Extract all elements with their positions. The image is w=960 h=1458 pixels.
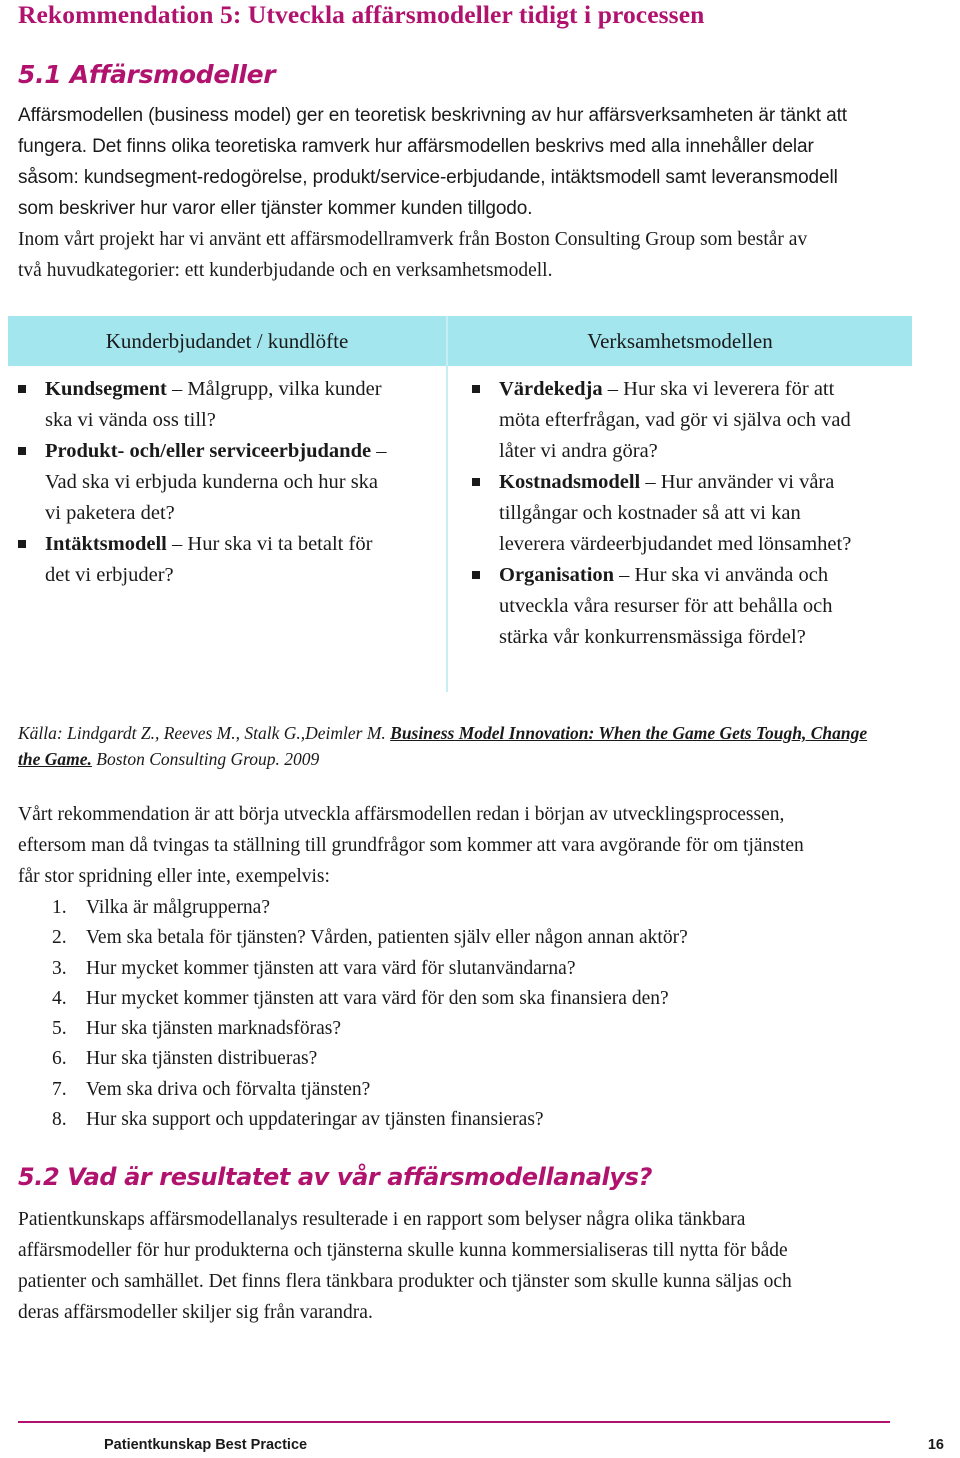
source-citation: Källa: Lindgardt Z., Reeves M., Stalk G.,Deimler M. Business Model Innovation: When the Game Gets Tough, Change the Game. Boston Consulting Group. 2009 bbox=[18, 723, 868, 769]
section-title-5-2: 5.2 Vad är resultatet av vår affärsmodellanalys? bbox=[18, 1163, 653, 1191]
table-column-divider bbox=[446, 316, 448, 692]
list-item: 2. Vem ska betala för tjänsten? Vården, patienten själv eller någon annan aktör? bbox=[52, 927, 688, 949]
list-item: 6. Hur ska tjänsten distribueras? bbox=[52, 1048, 318, 1070]
bullet-item-kundsegment: Kundsegment – Målgrupp, vilka kunder bbox=[45, 378, 382, 400]
table-header-customer-offer bbox=[8, 316, 446, 366]
bullet-square-icon bbox=[472, 385, 480, 393]
list-item: 5. Hur ska tjänsten marknadsföras? bbox=[52, 1018, 342, 1040]
intro-line: Inom vårt projekt har vi använt ett affärsmodellramverk från Boston Consulting Group som består av bbox=[18, 229, 808, 250]
intro-line: två huvudkategorier: ett kunderbjudande och en verksamhetsmodell. bbox=[18, 260, 553, 281]
table-header-label: Verksamhetsmodellen bbox=[587, 328, 773, 353]
bullet-square-icon bbox=[18, 540, 26, 548]
bullet-item-produkt: Produkt- och/eller serviceerbjudande – bbox=[45, 440, 387, 462]
bullet-term: Intäktsmodell bbox=[45, 533, 167, 555]
list-item: 7. Vem ska driva och förvalta tjänsten? bbox=[52, 1078, 371, 1100]
bullet-term: Organisation bbox=[499, 564, 615, 586]
bullet-continuation: stärka vår konkurrensmässiga fördel? bbox=[499, 626, 806, 648]
bullet-term: Kundsegment bbox=[45, 378, 167, 400]
paragraph-line: Vårt rekommendation är att börja utveckla affärsmodellen redan i början av utvecklingsprocessen, bbox=[18, 804, 785, 825]
paragraph-line: patienter och samhället. Det finns flera tänkbara produkter och tjänster som skulle kunna säljas och bbox=[18, 1271, 792, 1292]
table-header-label: Kunderbjudandet / kundlöfte bbox=[105, 328, 349, 353]
list-item: 3. Hur mycket kommer tjänsten att vara värd för slutanvändarna? bbox=[52, 957, 576, 979]
list-item: 4. Hur mycket kommer tjänsten att vara värd för den som ska finansiera den? bbox=[52, 987, 669, 1009]
bullet-continuation: Vad ska vi erbjuda kunderna och hur ska bbox=[45, 471, 379, 493]
bullet-square-icon bbox=[18, 447, 26, 455]
intro-line: som beskriver hur varor eller tjänster kommer kunden tillgodo. bbox=[18, 198, 533, 219]
table-header-operating-model bbox=[448, 316, 912, 366]
page-heading: Rekommendation 5: Utveckla affärsmodeller tidigt i processen bbox=[18, 0, 705, 29]
list-item: 8. Hur ska support och uppdateringar av tjänsten finansieras? bbox=[52, 1109, 544, 1131]
source-title: the Game. bbox=[18, 749, 92, 769]
list-item: 1. Vilka är målgrupperna? bbox=[52, 897, 270, 918]
paragraph-line: deras affärsmodeller skiljer sig från varandra. bbox=[18, 1302, 373, 1323]
bullet-item-kostnadsmodell: Kostnadsmodell – Hur använder vi våra bbox=[499, 471, 835, 493]
bullet-item-vardekedja: Värdekedja – Hur ska vi leverera för att bbox=[499, 378, 835, 400]
intro-line: såsom: kundsegment-redogörelse, produkt/service-erbjudande, intäktsmodell samt leveransmodell bbox=[18, 167, 838, 188]
bullet-item-organisation: Organisation – Hur ska vi använda och bbox=[499, 564, 829, 586]
bullet-continuation: utveckla våra resurser för att behålla och bbox=[499, 595, 833, 617]
source-title: Business Model Innovation: When the Game Gets Tough, Change bbox=[390, 723, 868, 743]
paragraph-line: eftersom man då tvingas ta ställning till grundfrågor som kommer att vara avgörande för om tjänsten bbox=[18, 835, 804, 856]
paragraph-line: Patientkunskaps affärsmodellanalys resulterade i en rapport som belyser några olika tänkbara bbox=[18, 1209, 746, 1230]
bullet-square-icon bbox=[18, 385, 26, 393]
bullet-square-icon bbox=[472, 478, 480, 486]
question-list bbox=[52, 893, 688, 1135]
bullet-term: Produkt- och/eller serviceerbjudande bbox=[45, 440, 372, 462]
bullet-continuation: det vi erbjuder? bbox=[45, 564, 174, 586]
result-paragraph bbox=[18, 1204, 958, 1328]
bullet-term: Värdekedja bbox=[499, 378, 603, 400]
bullet-continuation: möta efterfrågan, vad gör vi själva och vad bbox=[499, 409, 851, 431]
bullet-continuation: vi paketera det? bbox=[45, 502, 175, 524]
intro-line: fungera. Det finns olika teoretiska ramverk hur affärsmodellen beskrivs med alla innehåller delar bbox=[18, 136, 814, 157]
bullet-item-intaktsmodell: Intäktsmodell – Hur ska vi ta betalt för bbox=[45, 533, 373, 555]
paragraph-line: får stor spridning eller inte, exempelvis: bbox=[18, 866, 330, 887]
intro-paragraph bbox=[18, 100, 958, 286]
page-number: 16 bbox=[927, 1437, 944, 1453]
bullet-term: Kostnadsmodell bbox=[499, 471, 641, 493]
bullet-continuation: ska vi vända oss till? bbox=[45, 409, 216, 431]
intro-line: Affärsmodellen (business model) ger en teoretisk beskrivning av hur affärsverksamheten är tänkt att bbox=[18, 105, 847, 126]
recommendation-paragraph bbox=[18, 799, 958, 892]
bullet-continuation: låter vi andra göra? bbox=[499, 440, 658, 462]
paragraph-line: affärsmodeller för hur produkterna och tjänsterna skulle kunna kommersialiseras till nytta för både bbox=[18, 1240, 788, 1261]
footer-title: Patientkunskap Best Practice bbox=[104, 1437, 308, 1453]
bullet-continuation: leverera värdeerbjudandet med lönsamhet? bbox=[499, 533, 852, 555]
bullet-continuation: tillgångar och kostnader så att vi kan bbox=[499, 502, 801, 524]
footer-rule bbox=[18, 1421, 890, 1423]
section-title-5-1: 5.1 Affärsmodeller bbox=[18, 60, 276, 89]
bullet-square-icon bbox=[472, 571, 480, 579]
